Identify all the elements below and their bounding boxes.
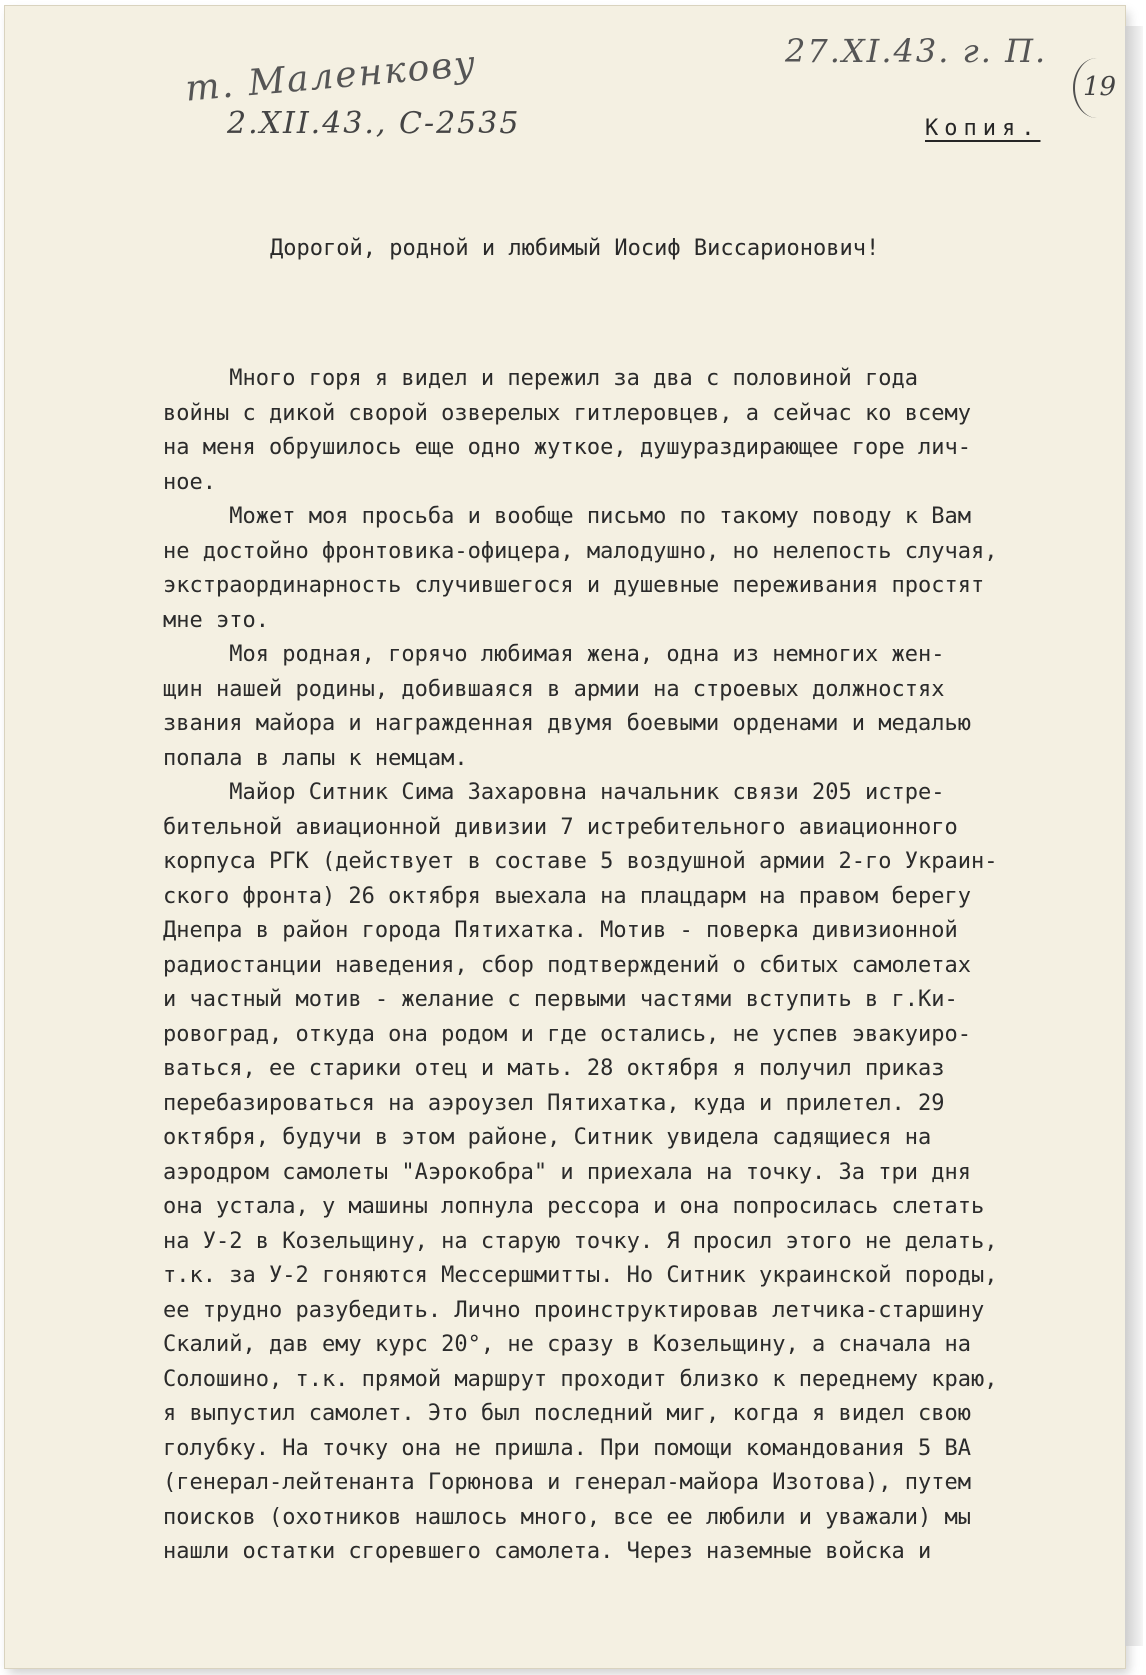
text-line: войны с дикой сворой озверелых гитлеровцев, а сейчас ко всему [163, 400, 971, 426]
text-line: звания майора и награжденная двумя боевыми орденами и медалью [163, 711, 971, 736]
text-line: ского фронта) 26 октября выехала на плацдарм на правом берегу [163, 883, 971, 909]
text-line: Майор Ситник Сима Захаровна начальник связи 205 истре- [163, 780, 945, 805]
text-line: не достойно фронтовика-офицера, малодушно, но нелепость случая, [163, 538, 998, 564]
text-line: корпуса РГК (действует в составе 5 воздушной армии 2-го Украин- [163, 849, 998, 874]
text-line: голубку. На точку она не пришла. При помощи командования 5 ВА [163, 1435, 971, 1461]
text-line: ное. [163, 469, 216, 495]
text-line: Солошино, т.к. прямой маршрут проходит близко к переднему краю, [163, 1366, 998, 1392]
text-line: (генерал-лейтенанта Горюнова и генерал-майора Изотова), путем [163, 1470, 971, 1495]
text-line: нашли остатки сгоревшего самолета. Через наземные войска и [163, 1539, 932, 1564]
letter-greeting: Дорогой, родной и любимый Иосиф Виссарионович! [270, 236, 880, 261]
text-line: Скалий, дав ему курс 20°, не сразу в Козельщину, а сначала на [163, 1332, 971, 1357]
text-line: поисков (охотников нашлось много, все ее любили и уважали) мы [163, 1504, 971, 1530]
text-line: ее трудно разубедить. Лично проинструктировав летчика-старшину [163, 1297, 985, 1323]
text-line: щин нашей родины, добившаяся в армии на строевых должностях [163, 676, 945, 702]
document-page [5, 6, 1125, 1668]
text-line: на меня обрушилось еще одно жуткое, душураздирающее горе лич- [163, 435, 971, 460]
handwritten-addressee: т. Маленкову [183, 43, 479, 110]
letter-body [163, 362, 1123, 1570]
handwritten-registration: 2.XII.43., С-2535 [227, 106, 521, 141]
page-number: 19 [1073, 58, 1121, 118]
text-line: Может моя просьба и вообще письмо по такому поводу к Вам [163, 504, 971, 529]
text-line: попала в лапы к немцам. [163, 745, 468, 771]
text-line: ровоград, откуда она родом и где остались, не успев эвакуиро- [163, 1021, 971, 1047]
copy-label: Копия. [925, 116, 1041, 141]
text-line: радиостанции наведения, сбор подтверждений о сбитых самолетах [163, 952, 971, 978]
text-line: октября, будучи в этом районе, Ситник увидела садящиеся на [163, 1125, 932, 1150]
text-line: Много горя я видел и пережил за два с половиной года [163, 366, 918, 391]
text-line: она устала, у машины лопнула рессора и она попросилась слетать [163, 1194, 985, 1219]
text-line: экстраординарность случившегося и душевные переживания простят [163, 573, 985, 598]
text-line: мне это. [163, 607, 269, 633]
text-line: на У-2 в Козельщину, на старую точку. Я просил этого не делать, [163, 1228, 998, 1254]
text-line: Днепра в район города Пятихатка. Мотив - поверка дивизионной [163, 918, 958, 943]
text-line: аэродром самолеты "Аэрокобра" и приехала на точку. За три дня [163, 1159, 971, 1185]
text-line: Моя родная, горячо любимая жена, одна из немногих жен- [163, 642, 945, 667]
text-line: и частный мотив - желание с первыми частями вступить в г.Ки- [163, 987, 958, 1012]
text-line: я выпустил самолет. Это был последний миг, когда я видел свою [163, 1401, 971, 1426]
handwritten-date: 27.XI.43. г. П. [785, 32, 1048, 70]
text-line: т.к. за У-2 гоняются Мессершмитты. Но Ситник украинской породы, [163, 1263, 998, 1288]
text-line: бительной авиационной дивизии 7 истребительного авиационного [163, 814, 958, 840]
text-line: перебазироваться на аэроузел Пятихатка, куда и прилетел. 29 [163, 1090, 945, 1116]
text-line: ваться, ее старики отец и мать. 28 октября я получил приказ [163, 1056, 945, 1081]
